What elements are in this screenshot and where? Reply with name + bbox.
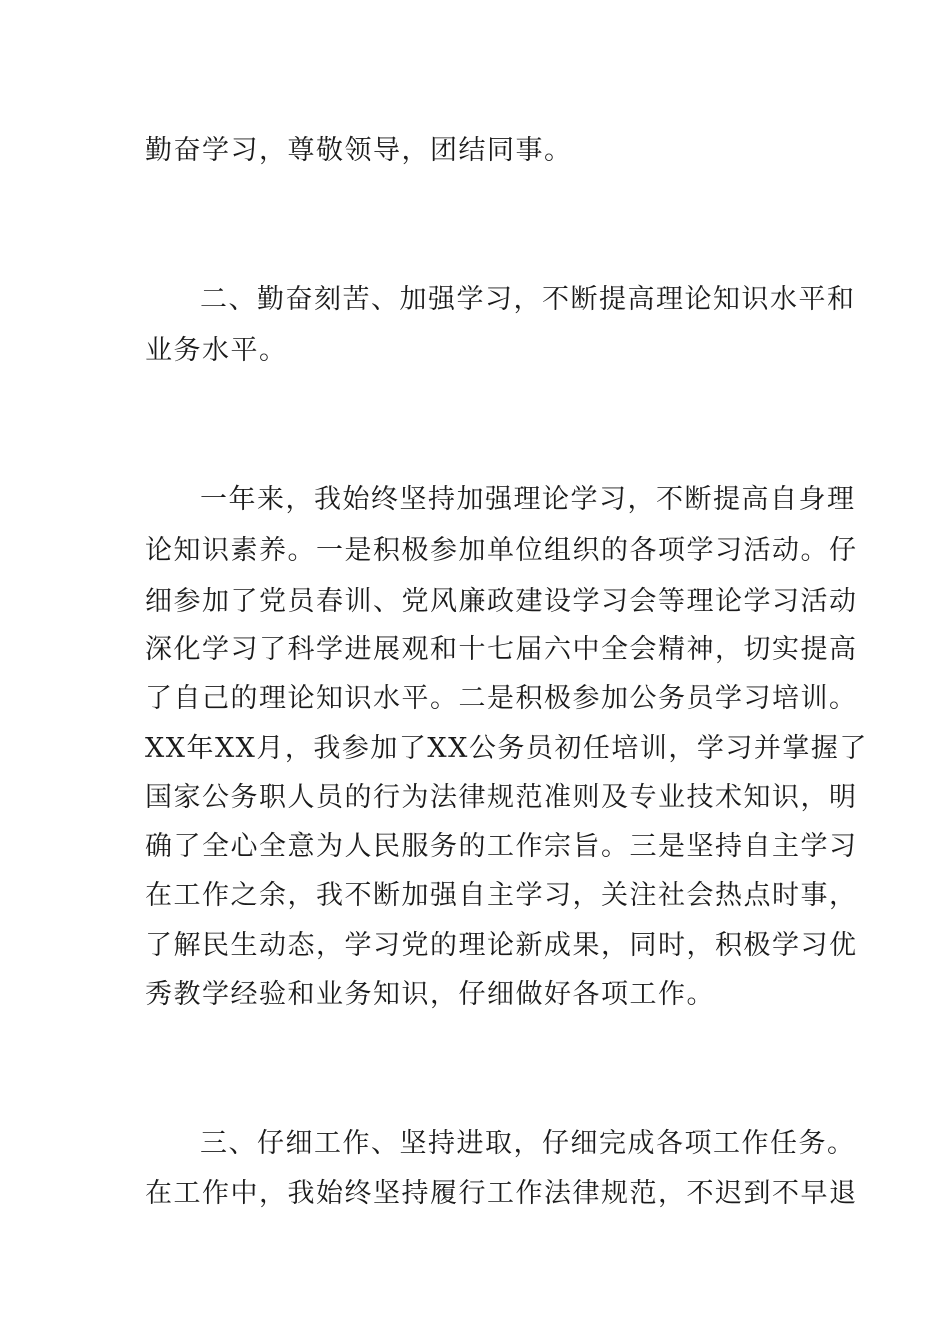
section-heading-2-line-1: 二、勤奋刻苦、加强学习，不断提高理论知识水平和 (200, 284, 856, 315)
paragraph-line-8: 确了全心全意为人民服务的工作宗旨。三是坚持自主学习 (145, 831, 858, 862)
paragraph-line-2: 论知识素养。一是积极参加单位组织的各项学习活动。仔 (145, 535, 858, 566)
paragraph-line-12: 在工作中，我始终坚持履行工作法律规范，不迟到不早退 (145, 1178, 858, 1209)
paragraph-line-3: 细参加了党员春训、党风廉政建设学习会等理论学习活动 (145, 586, 858, 617)
section-heading-3: 三、仔细工作、坚持进取，仔细完成各项工作任务。 (200, 1128, 856, 1159)
section-heading-2-line-2: 业务水平。 (145, 335, 288, 366)
paragraph-line-4: 深化学习了科学进展观和十七届六中全会精神，切实提高 (145, 634, 858, 665)
paragraph-line-5: 了自己的理论知识水平。二是积极参加公务员学习培训。 (145, 683, 858, 714)
paragraph-line-1: 一年来，我始终坚持加强理论学习，不断提高自身理 (200, 484, 856, 515)
text-line-1: 勤奋学习，尊敬领导，团结同事。 (145, 135, 573, 166)
paragraph-line-6: XX年XX月，我参加了XX公务员初任培训，学习并掌握了 (145, 733, 868, 764)
paragraph-line-11: 秀教学经验和业务知识，仔细做好各项工作。 (145, 979, 715, 1010)
paragraph-line-10: 了解民生动态，学习党的理论新成果，同时，积极学习优 (145, 930, 858, 961)
paragraph-line-9: 在工作之余，我不断加强自主学习，关注社会热点时事， (145, 880, 858, 911)
paragraph-line-7: 国家公务职人员的行为法律规范准则及专业技术知识，明 (145, 782, 858, 813)
